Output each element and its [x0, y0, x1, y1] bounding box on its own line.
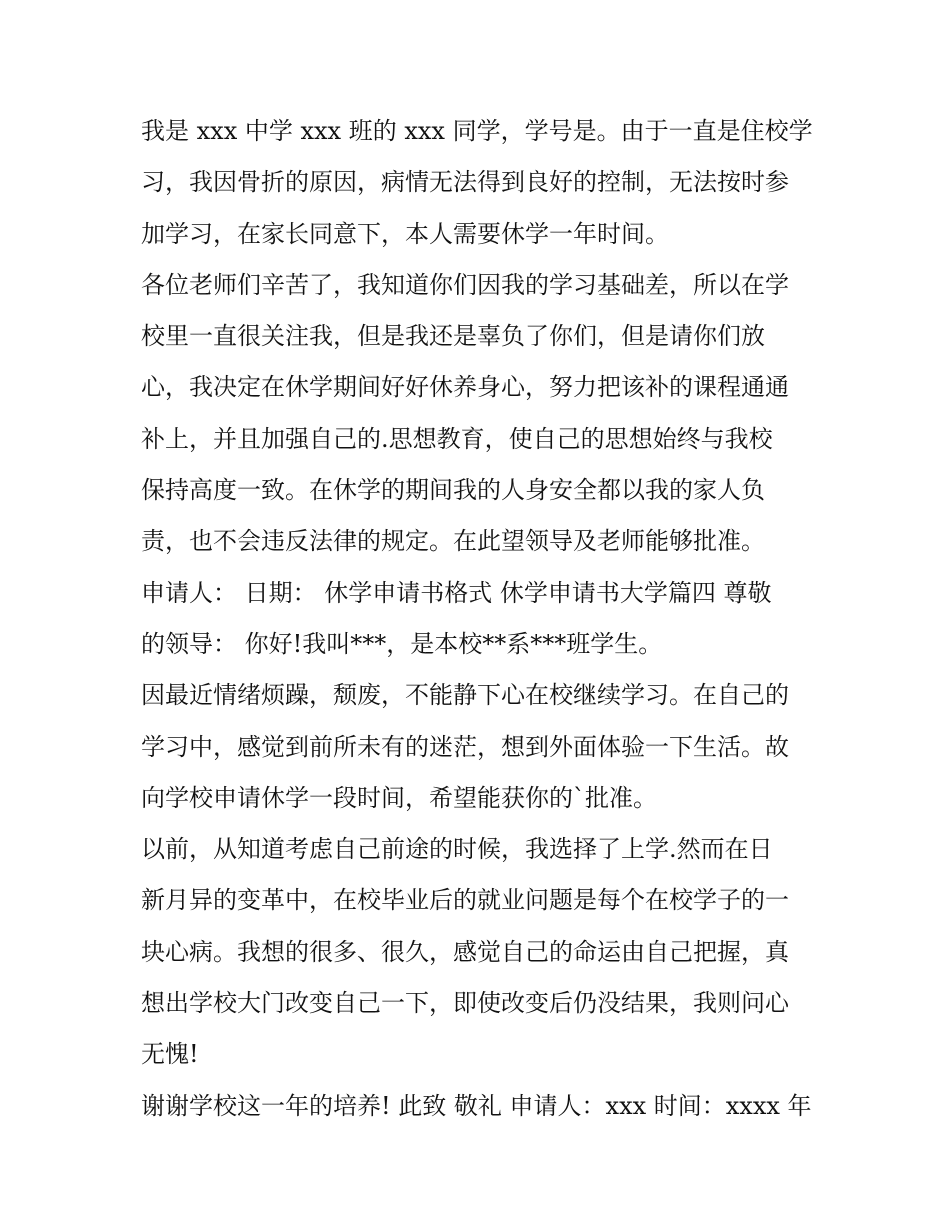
document-body	[141, 111, 821, 1137]
text-line: 我是 xxx 中学 xxx 班的 xxx 同学，学号是。由于一直是住校学	[141, 117, 813, 145]
text-line: 责，也不会违反法律的规定。在此望领导及老师能够批准。	[141, 527, 765, 556]
text-line: 的领导： 你好!我叫***，是本校**系***班学生。	[141, 629, 663, 658]
text-line: 新月异的变革中，在校毕业后的就业问题是每个在校学子的一	[141, 886, 789, 915]
text-line: 校里一直很关注我，但是我还是辜负了你们，但是请你们放	[141, 322, 765, 351]
text-line: 想出学校大门改变自己一下，即使改变后仍没结果，我则问心	[141, 989, 789, 1018]
text-line: 习，我因骨折的原因，病情无法得到良好的控制，无法按时参	[141, 168, 789, 197]
text-line: 因最近情绪烦躁，颓废，不能静下心在校继续学习。在自己的	[141, 681, 789, 710]
text-line: 各位老师们辛苦了，我知道你们因我的学习基础差，所以在学	[141, 270, 789, 299]
text-line: 无愧!	[141, 1040, 199, 1069]
text-line: 保持高度一致。在休学的期间我的人身安全都以我的家人负	[141, 476, 765, 505]
text-line: 以前，从知道考虑自己前途的时候，我选择了上学.然而在日	[141, 835, 773, 864]
text-line: 心，我决定在休学期间好好休养身心，努力把该补的课程通通	[141, 373, 789, 402]
text-line: 加学习，在家长同意下，本人需要休学一年时间。	[141, 219, 669, 248]
text-line: 补上，并且加强自己的.思想教育，使自己的思想始终与我校	[141, 424, 773, 453]
text-line: 谢谢学校这一年的培养! 此致 敬礼 申请人：xxx 时间：xxxx 年	[141, 1091, 812, 1120]
text-line: 块心病。我想的很多、很久，感觉自己的命运由自己把握，真	[141, 937, 789, 966]
text-line: 申请人： 日期： 休学申请书格式 休学申请书大学篇四 尊敬	[141, 578, 772, 607]
text-line: 向学校申请休学一段时间，希望能获你的`批准。	[141, 783, 657, 812]
text-line: 学习中，感觉到前所未有的迷茫，想到外面体验一下生活。故	[141, 732, 789, 761]
